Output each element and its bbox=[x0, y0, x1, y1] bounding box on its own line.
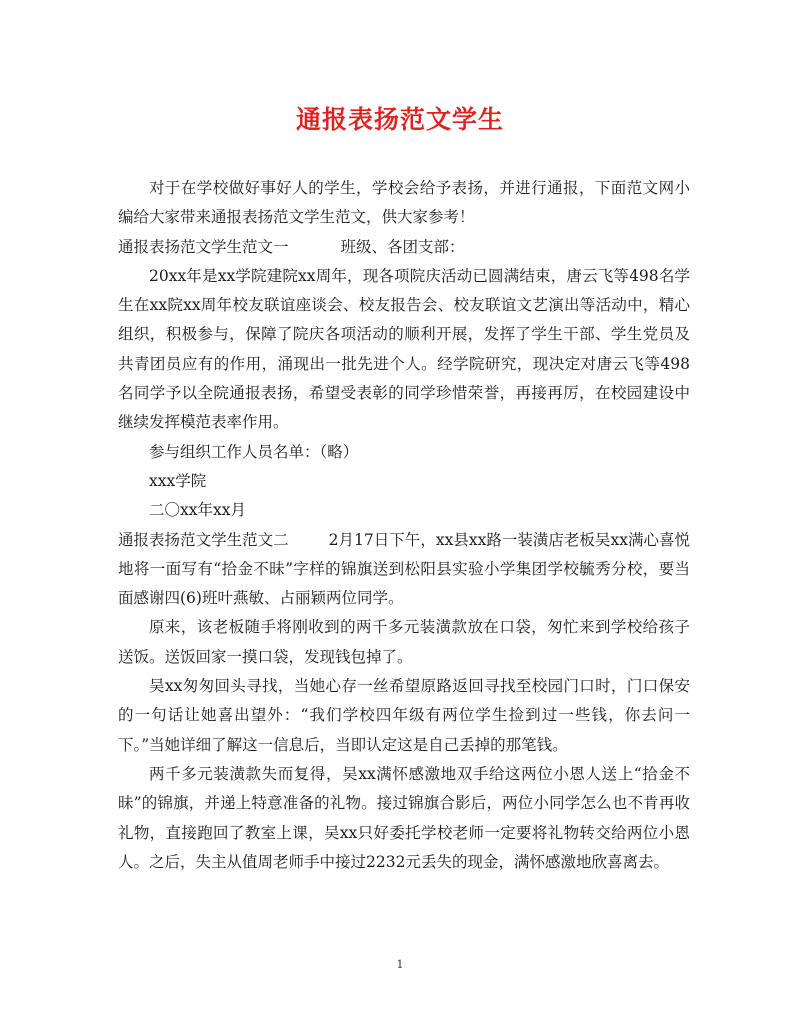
sample1-list-note: 参与组织工作人员名单：（略） bbox=[149, 442, 359, 461]
sample2-lead: 2月17日下午，xx县xx路一装潢店老板吴xx满心喜悦地将一面写有“拾金不昧”字样的锦旗送到松阳县实验小学集团学校毓秀分校，要当面感谢四(6)班叶燕敏、占丽颖两位同学。 bbox=[118, 530, 690, 608]
sample1-heading-line bbox=[118, 233, 690, 262]
sample2-lead-paragraph bbox=[118, 526, 690, 614]
sample2-heading: 通报表扬范文学生范文二 bbox=[118, 530, 289, 549]
sample1-date: 二〇xx年xx月 bbox=[149, 501, 246, 520]
sample1-body-paragraph: 20xx年是xx学院建院xx周年，现各项院庆活动已圆满结束，唐云飞等498名学生在xx院xx周年校友联谊座谈会、校友报告会、校友联谊文艺演出等活动中，精心组织，积极参与，保障了院庆各项活动的顺利开展，发挥了学生干部、学生党员及共青团员应有的作用，涌现出一批先进个人。经学院研究，现决定对唐云飞等498名同学予以全院通报表扬，希望受表彰的同学珍惜荣誉，再接再厉，在校园建设中继续发挥模范表率作用。 bbox=[118, 266, 690, 432]
sample2-paragraph-2: 吴xx匆匆回头寻找，当她心存一丝希望原路返回寻找至校园门口时，门口保安的一句话让她喜出望外：“我们学校四年级有两位学生捡到过一些钱，你去问一下。”当她详细了解这一信息后，当即认定这是自己丢掉的那笔钱。 bbox=[118, 677, 690, 754]
sample1-greeting: 班级、各团支部： bbox=[340, 237, 465, 256]
sample1-heading: 通报表扬范文学生范文一 bbox=[118, 237, 289, 256]
page-number: 1 bbox=[396, 958, 404, 971]
sample2-paragraph-3: 两千多元装潢款失而复得，吴xx满怀感激地双手给这两位小恩人送上“拾金不昧”的锦旗，并递上特意准备的礼物。接过锦旗合影后，两位小同学怎么也不肯再收礼物，直接跑回了教室上课，吴xx只好委托学校老师一定要将礼物转交给两位小恩人。之后，失主从值周老师手中接过2232元丢失的现金，满怀感激地欣喜离去。 bbox=[118, 764, 690, 871]
document-title: 通报表扬范文学生 bbox=[295, 105, 504, 134]
sample2-paragraph-1: 原来，该老板随手将刚收到的两千多元装潢款放在口袋，匆忙来到学校给孩子送饭。送饭回家一摸口袋，发现钱包掉了。 bbox=[118, 618, 690, 666]
document-body bbox=[118, 174, 690, 877]
sample1-signature: xxx学院 bbox=[149, 471, 207, 490]
intro-paragraph: 对于在学校做好事好人的学生，学校会给予表扬，并进行通报，下面范文网小编给大家带来通报表扬范文学生范文，供大家参考！ bbox=[118, 179, 690, 227]
